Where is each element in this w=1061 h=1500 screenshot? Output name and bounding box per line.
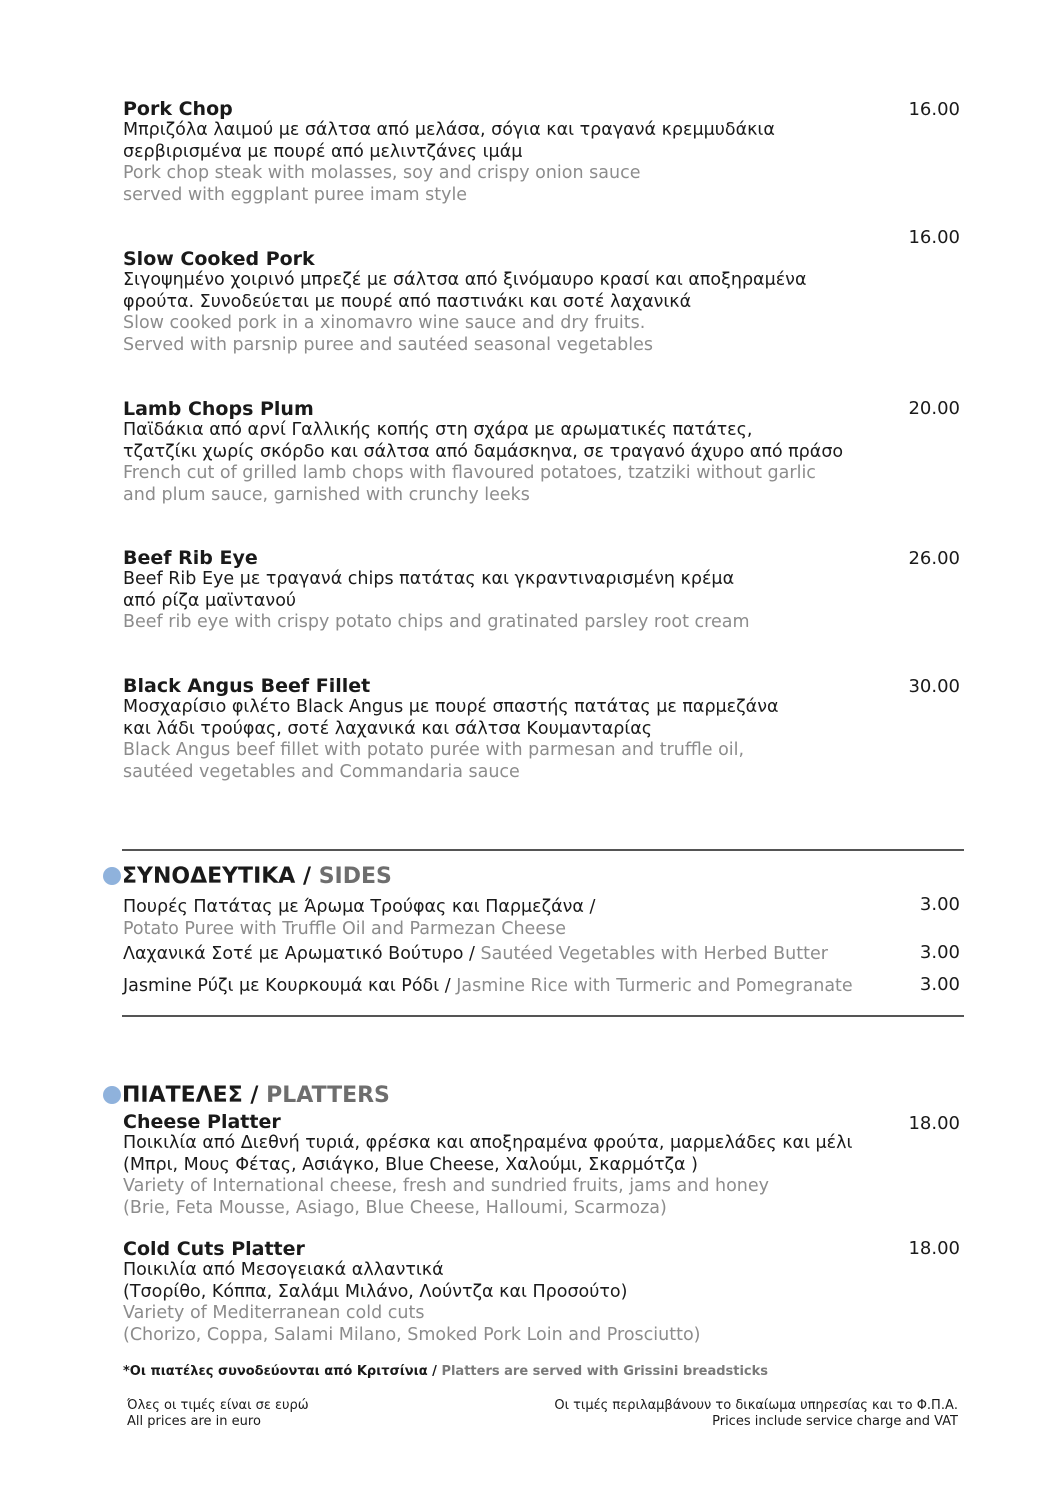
footer-line: Όλες οι τιμές είναι σε ευρώ bbox=[127, 1398, 309, 1413]
item-name: Cold Cuts Platter bbox=[123, 1238, 305, 1260]
item-name: Black Angus Beef Fillet bbox=[123, 675, 371, 697]
item-english-desc: Slow cooked pork in a xinomavro wine sauce and dry fruits. bbox=[123, 313, 646, 333]
item-english-desc: Black Angus beef fillet with potato purée with parmesan and truffle oil, bbox=[123, 740, 745, 760]
item-greek-desc: τζατζίκι χωρίς σκόρδο και σάλτσα από δαμάσκηνα, σε τραγανό άχυρο από πράσο bbox=[123, 441, 844, 462]
item-greek-desc: Σιγοψημένο χοιρινό μπρεζέ με σάλτσα από ξινόμαυρο κρασί και αποξηραμένα bbox=[123, 270, 807, 290]
sides-title-english: SIDES bbox=[318, 864, 392, 889]
side-english: Potato Puree with Truffle Oil and Parmezan Cheese bbox=[123, 918, 566, 939]
menu-item-slow-cooked-pork bbox=[123, 249, 807, 356]
item-greek-desc: (Μπρι, Μους Φέτας, Ασιάγκο, Blue Cheese, Χαλούμι, Σκαρμότζα ) bbox=[123, 1154, 698, 1175]
side-price: 3.00 bbox=[919, 942, 960, 963]
side-english: Jasmine Rice with Turmeric and Pomegranate bbox=[456, 976, 853, 996]
item-english-desc: sautéed vegetables and Commandaria sauce bbox=[123, 761, 520, 782]
item-english-desc: Variety of Mediterranean cold cuts bbox=[123, 1303, 425, 1323]
item-price: 16.00 bbox=[908, 99, 960, 120]
item-name: Beef Rib Eye bbox=[123, 547, 258, 569]
menu-item-lamb-chops-plum bbox=[123, 399, 843, 506]
side-english: Sautéed Vegetables with Herbed Butter bbox=[480, 944, 828, 964]
item-greek-desc: Μοσχαρίσιο φιλέτο Black Angus με πουρέ σπαστής πατάτας με παρμεζάνα bbox=[123, 697, 779, 717]
footer-currency-note bbox=[127, 1398, 309, 1430]
item-name: Cheese Platter bbox=[123, 1111, 281, 1133]
bullet-dot-icon bbox=[103, 867, 121, 885]
side-item bbox=[123, 976, 853, 998]
sides-section-title bbox=[122, 865, 392, 889]
footer-line: Prices include service charge and VAT bbox=[712, 1414, 958, 1429]
item-greek-desc: από ρίζα μαϊντανού bbox=[123, 590, 297, 611]
menu-item-cold-cuts-platter bbox=[123, 1239, 700, 1346]
item-greek-desc: και λάδι τρούφας, σοτέ λαχανικά και σάλτσα Κουμανταρίας bbox=[123, 718, 653, 739]
platters-title-english: PLATTERS bbox=[266, 1083, 390, 1108]
item-greek-desc: σερβιρισμένα με πουρέ από μελιντζάνες ιμάμ bbox=[123, 141, 523, 162]
side-greek: Λαχανικά Σοτέ με Αρωματικό Βούτυρο / bbox=[123, 944, 481, 964]
item-greek-desc: (Τσορίθο, Κόππα, Σαλάμι Μιλάνο, Λούντζα και Προσούτο) bbox=[123, 1281, 628, 1302]
item-name: Pork Chop bbox=[123, 98, 233, 120]
item-english-desc: (Brie, Feta Mousse, Asiago, Blue Cheese, Halloumi, Scarmoza) bbox=[123, 1197, 667, 1218]
bullet-dot-icon bbox=[103, 1086, 121, 1104]
item-english-desc: and plum sauce, garnished with crunchy leeks bbox=[123, 484, 530, 505]
item-price: 20.00 bbox=[908, 398, 960, 419]
section-divider bbox=[122, 1015, 964, 1017]
item-price: 16.00 bbox=[908, 227, 960, 248]
footer-line: All prices are in euro bbox=[127, 1414, 261, 1429]
note-english: Platters are served with Grissini breadsticks bbox=[441, 1364, 769, 1379]
item-price: 26.00 bbox=[908, 548, 960, 569]
item-english-desc: Served with parsnip puree and sautéed seasonal vegetables bbox=[123, 334, 654, 355]
section-divider bbox=[122, 849, 964, 851]
item-greek-desc: Ποικιλία από Διεθνή τυριά, φρέσκα και αποξηραμένα φρούτα, μαρμελάδες και μέλι bbox=[123, 1133, 853, 1153]
footer-service-note bbox=[554, 1398, 958, 1430]
item-greek-desc: Παϊδάκια από αρνί Γαλλικής κοπής στη σχάρα με αρωματικές πατάτες, bbox=[123, 420, 753, 440]
item-name: Lamb Chops Plum bbox=[123, 398, 314, 420]
item-greek-desc: Ποικιλία από Μεσογειακά αλλαντικά bbox=[123, 1260, 444, 1280]
item-english-desc: Beef rib eye with crispy potato chips and gratinated parsley root cream bbox=[123, 612, 750, 632]
item-greek-desc: φρούτα. Συνοδεύεται με πουρέ από παστινάκι και σοτέ λαχανικά bbox=[123, 291, 692, 312]
item-english-desc: (Chorizo, Coppa, Salami Milano, Smoked Pork Loin and Prosciutto) bbox=[123, 1324, 701, 1345]
item-greek-desc: Μπριζόλα λαιμού με σάλτσα από μελάσα, σόγια και τραγανά κρεμμυδάκια bbox=[123, 120, 775, 140]
item-price: 30.00 bbox=[908, 676, 960, 697]
menu-item-cheese-platter bbox=[123, 1112, 852, 1219]
item-greek-desc: Beef Rib Eye με τραγανά chips πατάτας και γκραντιναρισμένη κρέμα bbox=[123, 569, 735, 589]
item-english-desc: served with eggplant puree imam style bbox=[123, 184, 468, 205]
platters-title-greek: ΠΙΑΤΕΛΕΣ / bbox=[122, 1083, 267, 1108]
note-greek: *Οι πιατέλες συνοδεύονται από Κριτσίνια / bbox=[123, 1364, 442, 1379]
side-item bbox=[123, 897, 595, 940]
side-price: 3.00 bbox=[919, 974, 960, 995]
item-name: Slow Cooked Pork bbox=[123, 248, 315, 270]
footer-line: Οι τιμές περιλαμβάνουν το δικαίωμα υπηρεσίας και το Φ.Π.Α. bbox=[554, 1398, 958, 1413]
sides-title-greek: ΣΥΝΟΔΕΥΤΙΚΑ / bbox=[122, 864, 319, 889]
platters-note bbox=[123, 1364, 768, 1379]
side-greek: Πουρές Πατάτας με Άρωμα Τρούφας και Παρμεζάνα / bbox=[123, 897, 596, 917]
item-english-desc: Variety of International cheese, fresh and sundried fruits, jams and honey bbox=[123, 1176, 770, 1196]
item-english-desc: French cut of grilled lamb chops with flavoured potatoes, tzatziki without garlic bbox=[123, 463, 816, 483]
menu-item-beef-rib-eye bbox=[123, 548, 750, 634]
side-price: 3.00 bbox=[919, 894, 960, 915]
item-price: 18.00 bbox=[908, 1113, 960, 1134]
item-price: 18.00 bbox=[908, 1238, 960, 1259]
side-greek: Jasmine Ρύζι με Κουρκουμά και Ρόδι / bbox=[123, 976, 457, 996]
item-english-desc: Pork chop steak with molasses, soy and crispy onion sauce bbox=[123, 163, 641, 183]
platters-section-title bbox=[122, 1084, 390, 1108]
menu-item-black-angus-beef-fillet bbox=[123, 676, 779, 783]
side-item bbox=[123, 944, 828, 966]
menu-item-pork-chop bbox=[123, 99, 775, 206]
